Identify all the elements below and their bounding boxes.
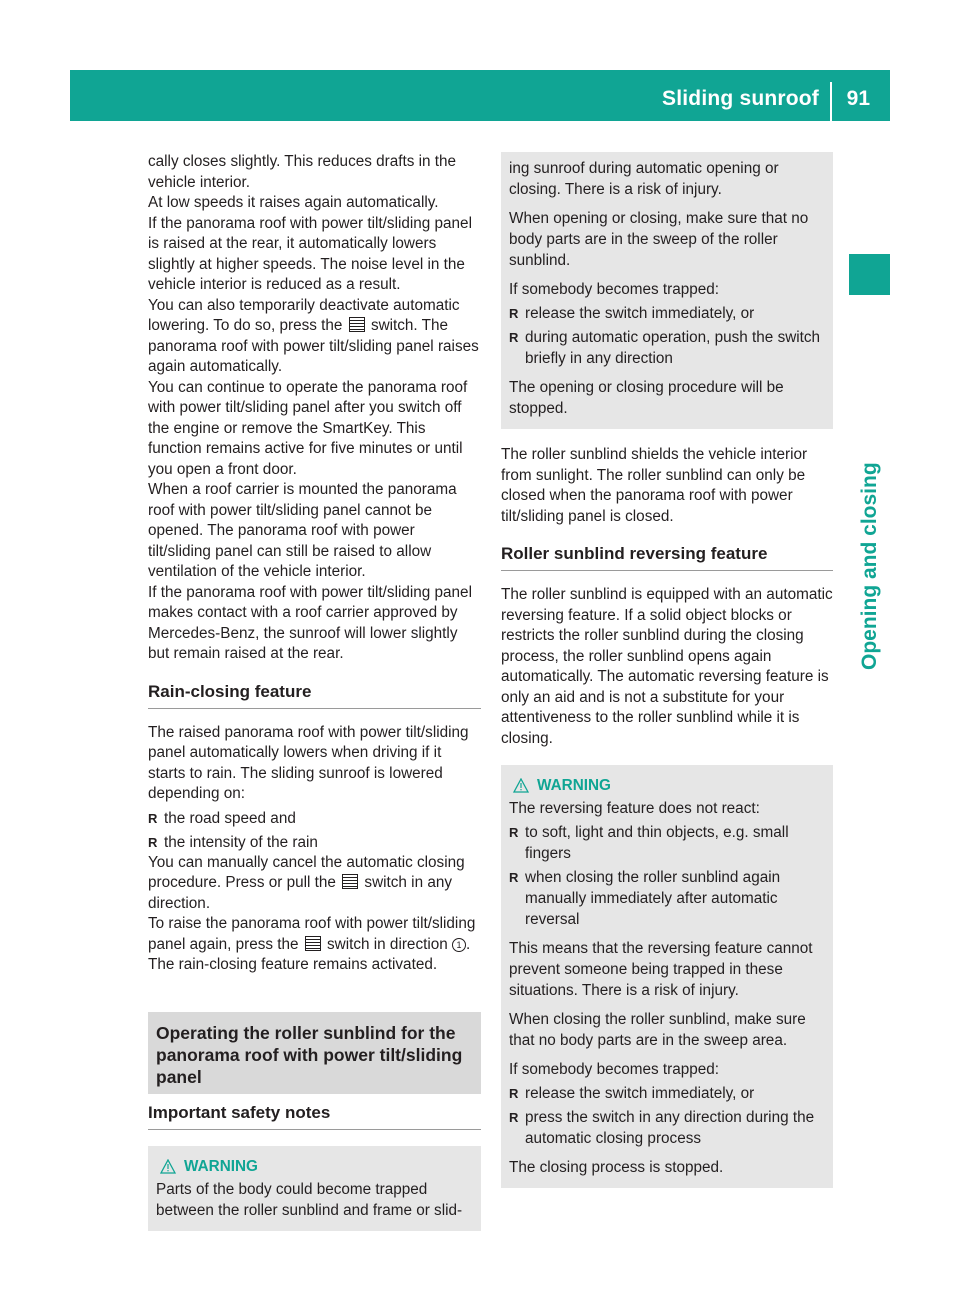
section-heading-roller-sunblind: Operating the roller sunblind for the panorama roof with power tilt/sliding panel (148, 1012, 481, 1094)
paragraph (148, 914, 481, 976)
page-number: 91 (846, 87, 870, 110)
paragraph: The roller sunblind is equipped with an automatic reversing feature. If a solid object blocks or restricts the roller sunblind during the closing process, the roller sunblind opens again automatically. The automatic reversing feature is only an aid and is not a substitute for your attentiveness to the roller sunblind while it is closing. (501, 586, 833, 747)
warning-box-continued (501, 152, 833, 429)
text-span: You can also temporarily deactivate automatic lowering. To do so, press the (148, 296, 460, 334)
text-span: . The rain-closing feature remains activated. (148, 935, 471, 973)
text-span: To raise the panorama roof with power tilt/sliding panel again, press the (148, 915, 476, 953)
warning-header (156, 1156, 473, 1177)
list-item: R during automatic operation, push the switch briefly in any direction (509, 327, 825, 369)
paragraph: The reversing feature does not react: (509, 800, 760, 817)
paragraph (148, 853, 481, 915)
text-span: switch in direction (327, 935, 448, 953)
paragraph (148, 296, 481, 378)
warning-triangle-icon (160, 1159, 176, 1174)
left-column (148, 152, 481, 1231)
paragraph: If somebody becomes trapped: (509, 281, 720, 298)
section-heading-safety: Important safety notes (148, 1102, 481, 1130)
list-item: R to soft, light and thin objects, e.g. small fingers (509, 822, 825, 864)
paragraph: ing sunroof during automatic opening or closing. There is a risk of injury. (509, 160, 779, 198)
paragraph: You can continue to operate the panorama roof with power tilt/sliding panel after you switch off the engine or remove the SmartKey. This function remains active for five minutes or until you open a front door. (148, 378, 468, 478)
paragraph: When opening or closing, make sure that no body parts are in the sweep of the roller sunblind. (509, 210, 809, 269)
section-heading-reversing: Roller sunblind reversing feature (501, 543, 833, 571)
paragraph: The roller sunblind shields the vehicle interior from sunlight. The roller sunblind can only be closed when the panorama roof with power tilt/sliding panel is closed. (501, 446, 808, 525)
warning-box (148, 1146, 481, 1231)
paragraph: If the panorama roof with power tilt/sliding panel makes contact with a roof carrier approved by Mercedes-Benz, the sunroof will lower slightly but remain raised at the rear. (148, 583, 472, 662)
list-item: R the road speed and (148, 808, 481, 829)
header-separator (830, 82, 832, 121)
switch-button-icon (305, 936, 321, 951)
section-heading-rain-closing: Rain-closing feature (148, 681, 481, 709)
paragraph: At low speeds it raises again automatically. (148, 194, 439, 211)
list-item: R release the switch immediately, or (509, 303, 825, 324)
page-title: Sliding sunroof (662, 87, 819, 110)
paragraph: cally closes slightly. This reduces drafts in the vehicle interior. (148, 153, 457, 191)
bullet-list (509, 822, 825, 930)
switch-button-icon (349, 317, 365, 332)
text-span: You can manually cancel the automatic closing procedure. Press or pull the (148, 853, 465, 891)
warning-label: WARNING (184, 1157, 258, 1175)
text-span: switch. The panorama roof with power tilt/sliding panel raises again automatically. (148, 317, 479, 375)
paragraph: If somebody becomes trapped: (509, 1061, 720, 1078)
list-item: R release the switch immediately, or (509, 1083, 825, 1104)
right-column (501, 152, 833, 1188)
paragraph: The closing process is stopped. (509, 1159, 724, 1176)
header-bar (70, 70, 890, 121)
list-item: R the intensity of the rain (148, 832, 481, 853)
paragraph: Parts of the body could become trapped between the roller sunblind and frame or slid- (156, 1180, 463, 1219)
paragraph: When closing the roller sunblind, make sure that no body parts are in the sweep area. (509, 1011, 806, 1049)
side-tab (849, 310, 890, 670)
list-item: R when closing the roller sunblind again manually immediately after automatic reversal (509, 867, 825, 930)
paragraph: When a roof carrier is mounted the panorama roof with power tilt/sliding panel cannot be opened. The panorama roof with power tilt/sliding panel can still be raised to allow ventilation of the vehicle interior. (148, 481, 457, 580)
warning-header (509, 775, 825, 796)
warning-label: WARNING (537, 777, 611, 794)
paragraph: The opening or closing procedure will be stopped. (509, 379, 784, 417)
warning-triangle-icon (513, 778, 529, 793)
bullet-list (509, 303, 825, 369)
paragraph: If the panorama roof with power tilt/sliding panel is raised at the rear, it automatically lowers slightly at higher speeds. The noise level in the vehicle interior is reduced as a result. (148, 214, 472, 293)
switch-button-icon (342, 874, 358, 889)
warning-box (501, 765, 833, 1188)
paragraph: The raised panorama roof with power tilt/sliding panel automatically lowers when driving if it starts to rain. The sliding sunroof is lowered depending on: (148, 723, 469, 802)
side-tab-label: Opening and closing (857, 462, 881, 670)
direction-number-icon: 1 (452, 938, 466, 952)
paragraph: This means that the reversing feature cannot prevent someone being trapped in these situations. There is a risk of injury. (509, 940, 813, 999)
side-marker (849, 254, 890, 295)
bullet-list (148, 808, 481, 853)
list-item: R press the switch in any direction during the automatic closing process (509, 1107, 825, 1149)
text-span: switch in any direction. (148, 874, 452, 912)
bullet-list (509, 1083, 825, 1149)
